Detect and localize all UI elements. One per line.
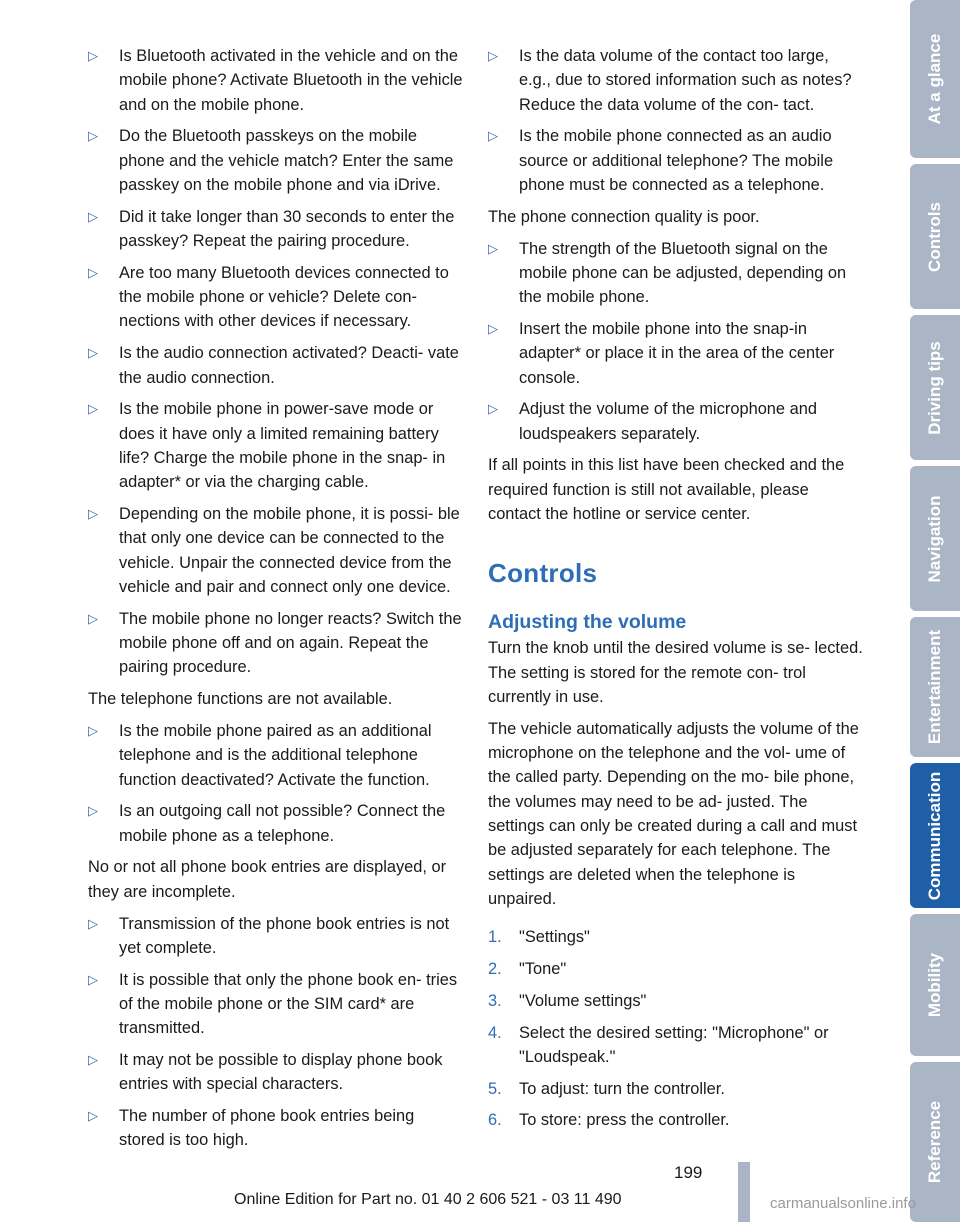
- list-item: ▷ Did it take longer than 30 seconds to enter the passkey? Repeat the pairing procedure.: [88, 205, 464, 254]
- footer-edition: Online Edition for Part no. 01 40 2 606 521 - 03 11 490: [234, 1191, 622, 1208]
- subsection-heading-volume: Adjusting the volume: [488, 611, 687, 634]
- right-column: [488, 44, 864, 1140]
- left-column: [88, 44, 464, 1160]
- triangle-bullet-icon: ▷: [488, 401, 498, 417]
- triangle-bullet-icon: ▷: [88, 610, 98, 626]
- list-item: 5. To adjust: turn the controller.: [488, 1079, 725, 1098]
- bullet-list-3: [88, 912, 464, 1153]
- triangle-bullet-icon: ▷: [88, 915, 98, 931]
- list-item: 3. "Volume settings": [488, 991, 647, 1010]
- paragraph: No or not all phone book entries are displayed, or they are incomplete.: [88, 858, 447, 901]
- triangle-bullet-icon: ▷: [488, 128, 498, 144]
- list-item: 4. Select the desired setting: "Microphone" or "Loudspeak.": [488, 1023, 829, 1066]
- tab-mobility[interactable]: Mobility: [910, 914, 960, 1056]
- triangle-bullet-icon: ▷: [88, 722, 98, 738]
- list-item: ▷ It may not be possible to display phone book entries with special characters.: [88, 1048, 464, 1097]
- list-item: ▷ Is the mobile phone in power-save mode or does it have only a limited remaining battery life? Charge the mobile phone in the snap- in adapter* or via the charging cable.: [88, 397, 464, 494]
- page-number: 199: [674, 1163, 703, 1182]
- list-item: ▷ Is the mobile phone paired as an additional telephone and is the additional telephone function deactivated? Activate the function.: [88, 719, 464, 792]
- triangle-bullet-icon: ▷: [488, 240, 498, 256]
- paragraph: The vehicle automatically adjusts the volume of the microphone on the telephone and the vol- ume of the called party. Depending on the mo- bile phone, the volumes may need to be ad- justed. The settings can only be created during a call and must be adjusted separately for each telephone. The settings are deleted when the telephone is unpaired.: [488, 719, 859, 908]
- section-heading-controls: Controls: [488, 558, 598, 589]
- paragraph: If all points in this list have been checked and the required function is still not available, please contact the hotline or service center.: [488, 456, 845, 524]
- triangle-bullet-icon: ▷: [88, 803, 98, 819]
- tab-at-a-glance[interactable]: At a glance: [910, 0, 960, 158]
- watermark: carmanualsonline.info: [770, 1195, 916, 1212]
- tab-communication[interactable]: Communication: [910, 763, 960, 908]
- triangle-bullet-icon: ▷: [88, 128, 98, 144]
- list-item: ▷ Are too many Bluetooth devices connected to the mobile phone or vehicle? Delete con- nections with other devices if necessary.: [88, 261, 464, 334]
- chapter-tabs: [902, 0, 960, 1222]
- bullet-list-1: [88, 44, 464, 680]
- list-item: ▷ The strength of the Bluetooth signal on the mobile phone can be adjusted, depending on the mobile phone.: [488, 237, 864, 310]
- tab-reference[interactable]: Reference: [910, 1062, 960, 1222]
- triangle-bullet-icon: ▷: [88, 1108, 98, 1124]
- triangle-bullet-icon: ▷: [88, 506, 98, 522]
- paragraph: The phone connection quality is poor.: [488, 207, 760, 226]
- list-item: 6. To store: press the controller.: [488, 1111, 730, 1130]
- triangle-bullet-icon: ▷: [88, 345, 98, 361]
- list-item: ▷ The number of phone book entries being stored is too high.: [88, 1104, 464, 1153]
- tab-entertainment[interactable]: Entertainment: [910, 617, 960, 757]
- list-item: ▷ Do the Bluetooth passkeys on the mobile phone and the vehicle match? Enter the same passkey on the mobile phone and via iDrive.: [88, 124, 464, 197]
- list-item: ▷ Insert the mobile phone into the snap-in adapter* or place it in the area of the center console.: [488, 317, 864, 390]
- triangle-bullet-icon: ▷: [488, 320, 498, 336]
- tab-controls[interactable]: Controls: [910, 164, 960, 309]
- numbered-steps: [488, 925, 864, 1133]
- triangle-bullet-icon: ▷: [88, 401, 98, 417]
- list-item: ▷ The mobile phone no longer reacts? Switch the mobile phone off and on again. Repeat the pairing procedure.: [88, 607, 464, 680]
- list-item: ▷ Adjust the volume of the microphone and loudspeakers separately.: [488, 397, 864, 446]
- list-item: 2. "Tone": [488, 959, 567, 978]
- bullet-list-2: [88, 719, 464, 848]
- page-number-marker: [738, 1162, 750, 1222]
- list-item: 1. "Settings": [488, 928, 590, 947]
- list-item: ▷ Is the audio connection activated? Deacti- vate the audio connection.: [88, 341, 464, 390]
- list-item: ▷ Is an outgoing call not possible? Connect the mobile phone as a telephone.: [88, 799, 464, 848]
- list-item: ▷ Is the data volume of the contact too large, e.g., due to stored information such as notes? Reduce the data volume of the con- tact.: [488, 44, 864, 117]
- triangle-bullet-icon: ▷: [88, 48, 98, 63]
- bullet-list-4: [488, 44, 864, 197]
- triangle-bullet-icon: ▷: [88, 264, 98, 280]
- triangle-bullet-icon: ▷: [488, 48, 498, 63]
- paragraph: Turn the knob until the desired volume is se- lected. The setting is stored for the remote con- trol currently in use.: [488, 639, 863, 706]
- triangle-bullet-icon: ▷: [88, 208, 98, 224]
- paragraph: The telephone functions are not available.: [88, 690, 393, 709]
- bullet-list-5: [488, 237, 864, 446]
- list-item: ▷ Is Bluetooth activated in the vehicle and on the mobile phone? Activate Bluetooth in the vehicle and on the mobile phone.: [88, 44, 464, 117]
- list-item: ▷ Transmission of the phone book entries is not yet complete.: [88, 912, 464, 961]
- list-item: ▷ Depending on the mobile phone, it is possi- ble that only one device can be connected to the vehicle. Unpair the connected device from the vehicle and pair and connect only one device.: [88, 502, 464, 599]
- triangle-bullet-icon: ▷: [88, 971, 98, 987]
- list-item: ▷ It is possible that only the phone book en- tries of the mobile phone or the SIM card* are transmitted.: [88, 968, 464, 1041]
- tab-driving-tips[interactable]: Driving tips: [910, 315, 960, 460]
- triangle-bullet-icon: ▷: [88, 1051, 98, 1067]
- list-item: ▷ Is the mobile phone connected as an audio source or additional telephone? The mobile phone must be connected as a telephone.: [488, 124, 864, 197]
- tab-navigation[interactable]: Navigation: [910, 466, 960, 611]
